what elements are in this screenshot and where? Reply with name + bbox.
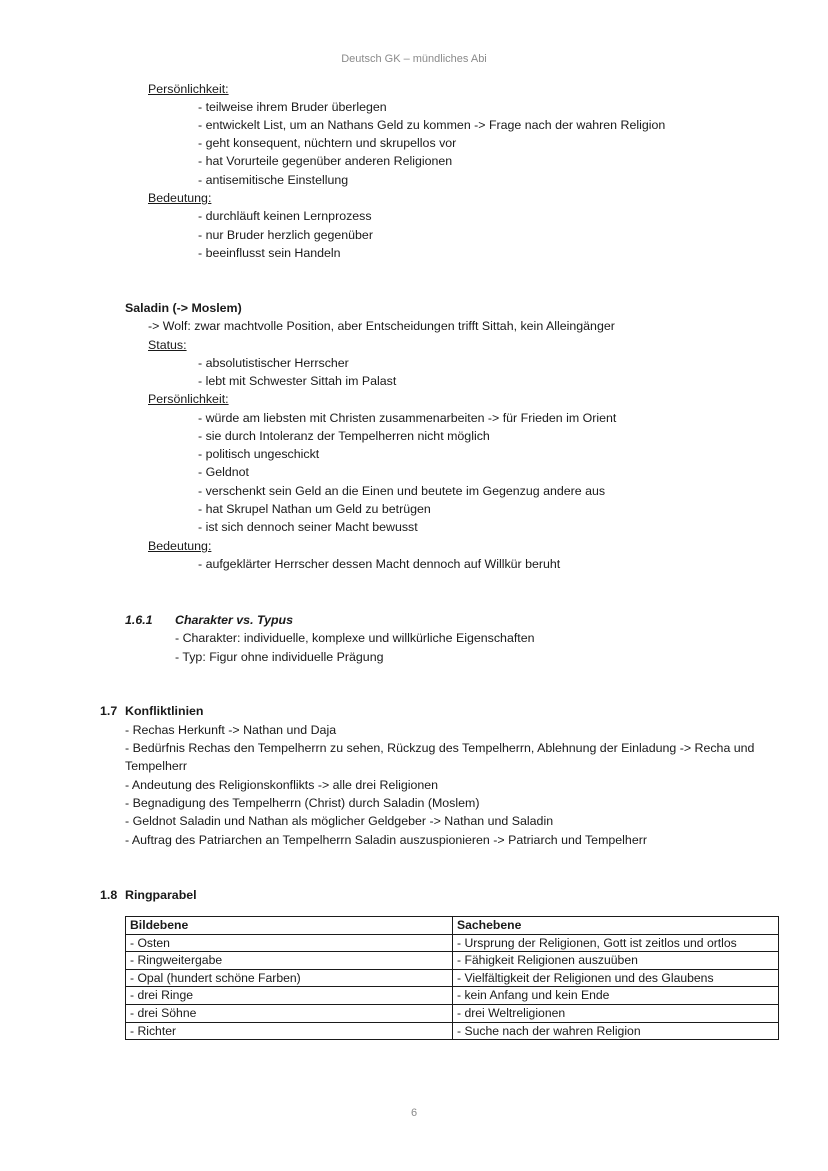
list-item: - politisch ungeschickt (198, 447, 320, 461)
list-item: - aufgeklärter Herrscher dessen Macht dennoch auf Willkür beruht (198, 557, 561, 571)
table-cell: - Ursprung der Religionen, Gott ist zeitlos und ortlos (453, 934, 779, 952)
section-heading: Ringparabel (125, 888, 197, 902)
list-item: - hat Skrupel Nathan um Geld zu betrügen (198, 502, 431, 516)
section-heading: Konfliktlinien (125, 704, 204, 718)
bedeutung-label: Bedeutung: (148, 191, 212, 205)
table-cell: - Vielfältigkeit der Religionen und des Glaubens (453, 969, 779, 987)
table-row (126, 952, 779, 970)
section-number: 1.6.1 (125, 613, 153, 627)
table-cell: - Opal (hundert schöne Farben) (126, 969, 453, 987)
list-item: - absolutistischer Herrscher (198, 356, 349, 370)
table-header-row (126, 917, 779, 935)
persoenlichkeit-label: Persönlichkeit: (148, 82, 229, 96)
list-item: - Rechas Herkunft -> Nathan und Daja (125, 723, 337, 737)
list-item: - teilweise ihrem Bruder überlegen (198, 100, 387, 114)
list-item: - beeinflusst sein Handeln (198, 246, 341, 260)
table-cell: - kein Anfang und kein Ende (453, 987, 779, 1005)
table-cell: - drei Söhne (126, 1004, 453, 1022)
list-item: - hat Vorurteile gegenüber anderen Religionen (198, 154, 453, 168)
page-number: 6 (410, 1107, 418, 1119)
table-row (126, 1004, 779, 1022)
list-item: - Typ: Figur ohne individuelle Prägung (175, 650, 384, 664)
saladin-heading: Saladin (-> Moslem) (125, 301, 242, 315)
list-item: - Andeutung des Religionskonflikts -> alle drei Religionen (125, 778, 439, 792)
table-cell: - Suche nach der wahren Religion (453, 1022, 779, 1040)
table-cell: - drei Weltreligionen (453, 1004, 779, 1022)
list-item: - Begnadigung des Tempelherrn (Christ) durch Saladin (Moslem) (125, 796, 480, 810)
list-item: - Geldnot Saladin und Nathan als möglicher Geldgeber -> Nathan und Saladin (125, 814, 554, 828)
ringparabel-table (125, 916, 779, 1040)
table-cell: - drei Ringe (126, 987, 453, 1005)
section-number: 1.8 (100, 888, 118, 902)
list-item: - nur Bruder herzlich gegenüber (198, 228, 373, 242)
page-header: Deutsch GK – mündliches Abi (341, 53, 487, 65)
list-item: - sie durch Intoleranz der Tempelherren nicht möglich (198, 429, 490, 443)
list-item: - antisemitische Einstellung (198, 173, 349, 187)
bedeutung-label: Bedeutung: (148, 539, 212, 553)
section-number: 1.7 (100, 704, 118, 718)
table-row (126, 987, 779, 1005)
list-item: - durchläuft keinen Lernprozess (198, 209, 372, 223)
column-header: Bildebene (126, 917, 453, 935)
table-cell: - Richter (126, 1022, 453, 1040)
saladin-intro: -> Wolf: zwar machtvolle Position, aber Entscheidungen trifft Sittah, kein Alleingänger (148, 319, 615, 333)
section-heading: Charakter vs. Typus (175, 613, 293, 627)
list-item: Tempelherr (125, 759, 187, 773)
status-label: Status: (148, 338, 187, 352)
list-item: - geht konsequent, nüchtern und skrupellos vor (198, 136, 457, 150)
list-item: - ist sich dennoch seiner Macht bewusst (198, 520, 418, 534)
column-header: Sachebene (453, 917, 779, 935)
list-item: - Charakter: individuelle, komplexe und willkürliche Eigenschaften (175, 631, 535, 645)
table-cell: - Fähigkeit Religionen auszuüben (453, 952, 779, 970)
list-item: - Auftrag des Patriarchen an Tempelherrn Saladin auszuspionieren -> Patriarch und Tempelherr (125, 833, 647, 847)
table-row (126, 1022, 779, 1040)
list-item: - verschenkt sein Geld an die Einen und beutete im Gegenzug andere aus (198, 484, 606, 498)
table-cell: - Ringweitergabe (126, 952, 453, 970)
list-item: - Bedürfnis Rechas den Tempelherrn zu sehen, Rückzug des Tempelherrn, Ablehnung der Einladung -> Recha und (125, 741, 755, 755)
list-item: - Geldnot (198, 465, 249, 479)
persoenlichkeit-label: Persönlichkeit: (148, 392, 229, 406)
table-row (126, 934, 779, 952)
table-cell: - Osten (126, 934, 453, 952)
list-item: - lebt mit Schwester Sittah im Palast (198, 374, 397, 388)
list-item: - würde am liebsten mit Christen zusammenarbeiten -> für Frieden im Orient (198, 411, 617, 425)
table-row (126, 969, 779, 987)
list-item: - entwickelt List, um an Nathans Geld zu kommen -> Frage nach der wahren Religion (198, 118, 666, 132)
